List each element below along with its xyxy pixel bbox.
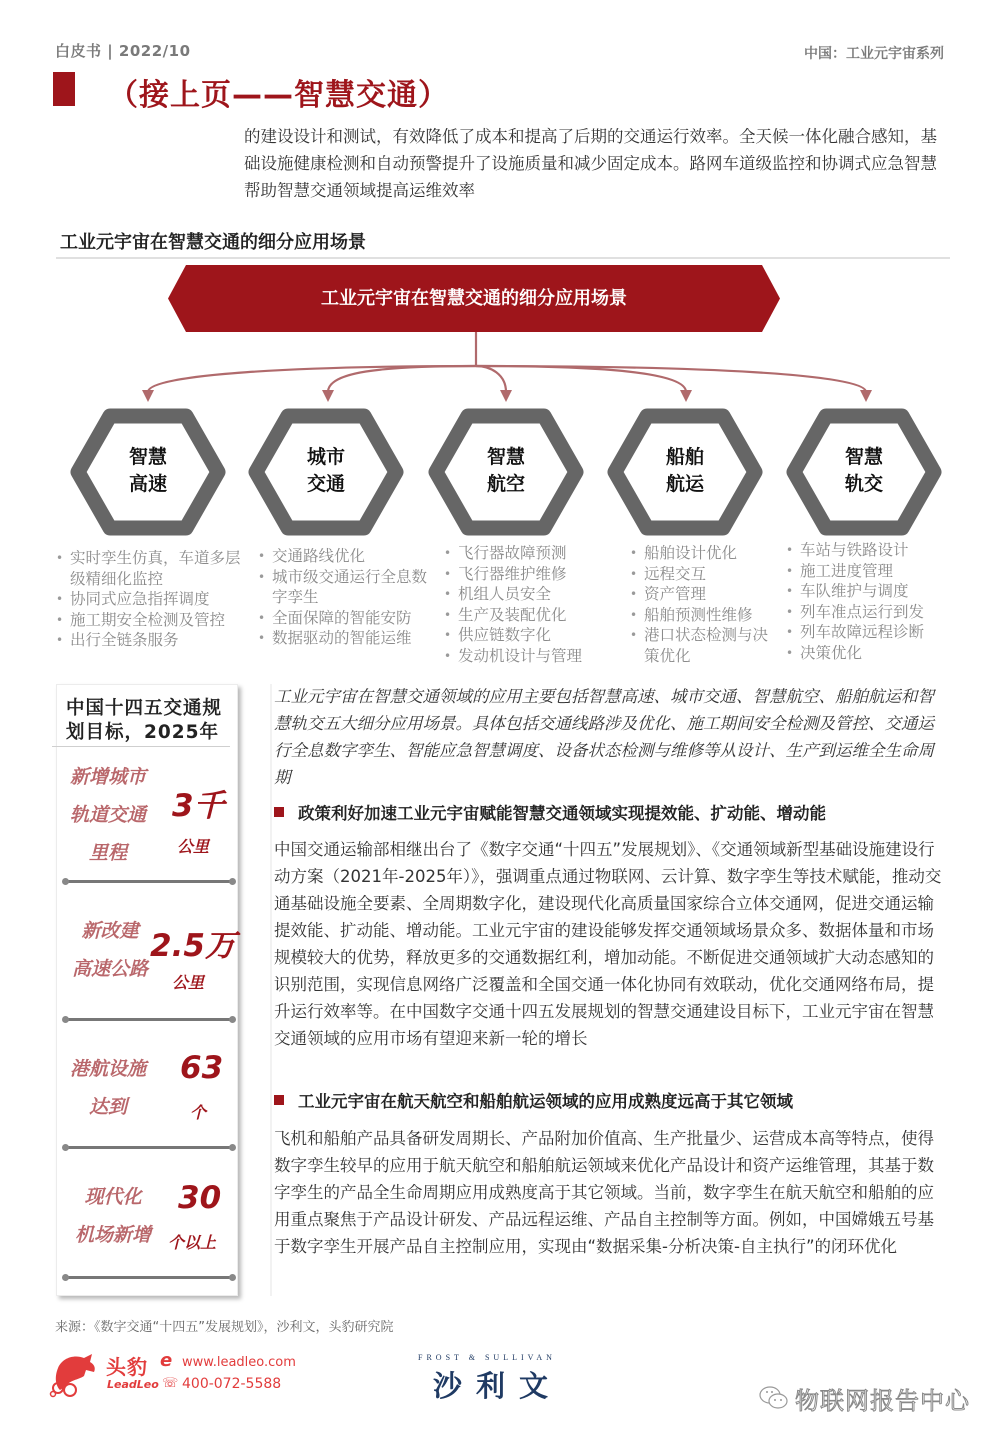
header-doc-type-date: 白皮书 | 2022/10 bbox=[55, 42, 191, 60]
stats-title: 中国十四五交通规划目标，2025年 bbox=[66, 698, 223, 743]
page-title: （接上页——智慧交通） bbox=[108, 78, 449, 113]
list-item: • 资产管理 bbox=[630, 584, 776, 605]
bullet-square-icon bbox=[274, 807, 284, 817]
list-item: • 实时孪生仿真，车道多层级精细化监控 bbox=[56, 548, 244, 589]
list-item: • 船舶预测性维修 bbox=[630, 605, 776, 626]
scenario-label: 智慧 轨交 bbox=[844, 446, 883, 495]
list-item: • 船舶设计优化 bbox=[630, 543, 776, 564]
list-item: • 协同式应急指挥调度 bbox=[56, 589, 244, 610]
stat-unit-highway: 公里 bbox=[172, 973, 205, 992]
scenario-list-smart-aviation bbox=[444, 543, 620, 666]
stat-divider bbox=[64, 880, 234, 883]
list-item: • 飞行器故障预测 bbox=[444, 543, 620, 564]
stat-value-airport: 30 bbox=[178, 1180, 222, 1216]
list-item: • 施工进度管理 bbox=[786, 561, 954, 582]
title-accent-bar bbox=[53, 72, 75, 106]
bullet-square-icon bbox=[274, 1095, 284, 1105]
scenario-label: 智慧 航空 bbox=[486, 446, 525, 495]
list-item: • 列车故障远程诊断 bbox=[786, 622, 954, 643]
stat-value-highway: 2.5万 bbox=[150, 928, 236, 964]
list-item: • 出行全链条服务 bbox=[56, 630, 244, 651]
scenario-list-smart-rail bbox=[786, 540, 954, 663]
list-item: • 交通路线优化 bbox=[258, 546, 430, 567]
stat-unit-urban-rail: 公里 bbox=[177, 837, 210, 856]
list-item: • 飞行器维护维修 bbox=[444, 564, 620, 585]
stat-label-airport: 现代化 机场新增 bbox=[74, 1186, 151, 1246]
list-item: • 供应链数字化 bbox=[444, 625, 620, 646]
leadleo-phone: 400-072-5588 bbox=[182, 1376, 282, 1392]
subsection-heading-aerospace: 工业元宇宙在航天航空和船舶航运领域的应用成熟度远高于其它领域 bbox=[274, 1088, 793, 1112]
phone-icon: ☏ bbox=[162, 1376, 179, 1391]
scenario-hex-smart-highway bbox=[70, 408, 226, 536]
leopard-logo-icon bbox=[48, 1350, 98, 1398]
scenario-label: 城市 交通 bbox=[306, 446, 345, 495]
source-note: 来源：《数字交通“十四五”发展规划》，沙利文，头豹研究院 bbox=[55, 1320, 394, 1335]
frost-sullivan-logo-cn: 沙利文 bbox=[433, 1369, 563, 1403]
section-heading: 工业元宇宙在智慧交通的细分应用场景 bbox=[60, 232, 366, 253]
list-item: • 施工期安全检测及管控 bbox=[56, 610, 244, 631]
section-divider bbox=[56, 257, 950, 259]
scenario-label: 船舶 航运 bbox=[665, 446, 704, 495]
scenario-list-smart-highway bbox=[56, 548, 244, 651]
list-item: • 数据驱动的智能运维 bbox=[258, 628, 430, 649]
scenario-list-urban-traffic bbox=[258, 546, 430, 649]
list-item: • 远程交互 bbox=[630, 564, 776, 585]
subsection-heading-policy: 政策利好加速工业元宇宙赋能智慧交通领域实现提效能、扩动能、增动能 bbox=[274, 800, 826, 824]
scenario-hex-smart-aviation bbox=[428, 408, 584, 536]
wechat-icon bbox=[758, 1384, 790, 1412]
list-item: • 城市级交通运行全息数字孪生 bbox=[258, 567, 430, 608]
list-item: • 决策优化 bbox=[786, 643, 954, 664]
scenario-list-shipping bbox=[630, 543, 776, 666]
diagram-banner-text: 工业元宇宙在智慧交通的细分应用场景 bbox=[321, 288, 627, 309]
stat-divider bbox=[64, 1146, 234, 1149]
summary-paragraph: 工业元宇宙在智慧交通领域的应用主要包括智慧高速、城市交通、智慧航空、船舶航运和智慧轨交五大细分应用场景。具体包括交通线路涉及优化、施工期间安全检测及管控、交通运行全息数字孪生、智能应急智慧调度、设备状态检测与维修等从设计、生产到运维全生命周期 bbox=[274, 687, 934, 787]
stat-value-urban-rail: 3千 bbox=[172, 788, 225, 824]
list-item: • 列车准点运行到发 bbox=[786, 602, 954, 623]
intro-paragraph: 的建设设计和测试，有效降低了成本和提高了后期的交通运行效率。全天候一体化融合感知，基础设施健康检测和自动预警提升了设施质量和减少固定成本。路网车道级监控和协调式应急智慧帮助智慧交通领域提高运维效率 bbox=[244, 127, 937, 200]
list-item: • 港口状态检测与决策优化 bbox=[630, 625, 776, 666]
list-item: • 发动机设计与管理 bbox=[444, 646, 620, 667]
watermark-text: 物联网报告中心 bbox=[795, 1387, 970, 1415]
web-e-icon: e bbox=[160, 1350, 173, 1371]
paragraph-aerospace: 飞机和船舶产品具备研发周期长、产品附加价值高、生产批量少、运营成本高等特点，使得数字孪生较早的应用于航天航空和船舶航运领域来优化产品设计和资产运维管理，其基于数字孪生的产品全生命周期应用成熟度高于其它领域。当前，数字孪生在航天航空和船舶的应用重点聚焦于产品设计研发、产品远程运维、产品自主控制等方面。例如，中国嫦娥五号基于数字孪生开展产品自主控制应用，实现由“数据采集-分析决策-自主执行”的闭环优化 bbox=[274, 1129, 934, 1256]
stat-divider bbox=[64, 1276, 234, 1279]
stat-label-highway: 新改建 高速公路 bbox=[71, 920, 148, 980]
scenario-hex-smart-rail bbox=[786, 408, 942, 536]
leadleo-brand-cn: 头豹 bbox=[106, 1355, 148, 1379]
scenario-hex-shipping bbox=[607, 408, 763, 536]
scenario-hex-urban-traffic bbox=[248, 408, 404, 536]
stat-label-port: 港航设施 达到 bbox=[69, 1058, 146, 1118]
list-item: • 生产及装配优化 bbox=[444, 605, 620, 626]
list-item: • 全面保障的智能安防 bbox=[258, 608, 430, 629]
diagram-connectors bbox=[0, 330, 1000, 410]
stat-divider bbox=[64, 1018, 234, 1021]
stat-value-port: 63 bbox=[180, 1050, 224, 1086]
header-series: 中国：工业元宇宙系列 bbox=[804, 46, 944, 62]
leadleo-brand-en: LeadLeo bbox=[107, 1378, 159, 1391]
list-item: • 车队维护与调度 bbox=[786, 581, 954, 602]
stat-unit-airport: 个以上 bbox=[168, 1233, 217, 1252]
frost-sullivan-logo-en: FROST & SULLIVAN bbox=[418, 1353, 556, 1362]
stats-title-divider bbox=[52, 746, 230, 747]
leadleo-website[interactable]: www.leadleo.com bbox=[182, 1355, 296, 1370]
list-item: • 车站与铁路设计 bbox=[786, 540, 954, 561]
stat-label-urban-rail: 新增城市 轨道交通 里程 bbox=[69, 766, 146, 864]
stat-unit-port: 个 bbox=[190, 1103, 207, 1122]
list-item: • 机组人员安全 bbox=[444, 584, 620, 605]
scenario-label: 智慧 高速 bbox=[128, 446, 167, 495]
paragraph-policy: 中国交通运输部相继出台了《数字交通“十四五”发展规划》、《交通领域新型基础设施建设行动方案（2021年-2025年）》，强调重点通过物联网、云计算、数字孪生等技术赋能，推动交通基础设施全要素、全周期数字化，建设现代化高质量国家综合立体交通网，促进交通运输提效能、扩动能、增动能。工业元宇宙的建设能够发挥交通领域场景众多、数据体量和市场规模较大的优势，释放更多的交通数据红利，增加动能。不断促进交通领域扩大动态感知的识别范围，实现信息网络广泛覆盖和全国交通一体化协同有效联动，优化交通网络布局，提升运行效率等。在中国数字交通十四五发展规划的智慧交通建设目标下，工业元宇宙在智慧交通领域的应用市场有望迎来新一轮的增长 bbox=[274, 840, 942, 1048]
column-divider bbox=[270, 684, 272, 1296]
